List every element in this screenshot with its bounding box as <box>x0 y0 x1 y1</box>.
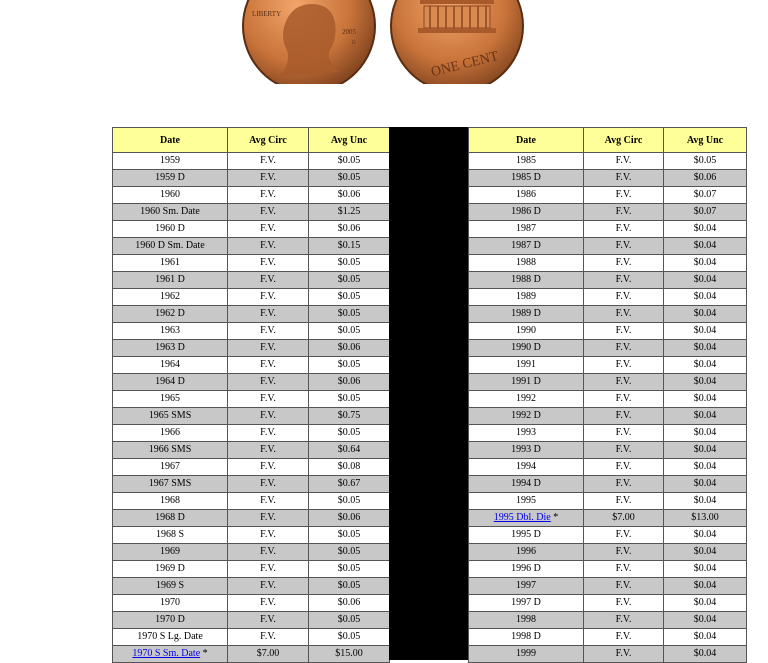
avg-circ-cell: F.V. <box>584 187 664 204</box>
date-cell: 1994 <box>469 459 584 476</box>
avg-unc-cell: $0.15 <box>309 238 390 255</box>
black-divider <box>389 127 468 660</box>
avg-circ-cell: F.V. <box>584 425 664 442</box>
date-cell: 1960 D <box>113 221 228 238</box>
table-row <box>113 272 390 289</box>
date-cell: 1988 <box>469 255 584 272</box>
obverse-mint-text: D <box>352 41 356 46</box>
avg-unc-cell: $0.04 <box>664 323 747 340</box>
column-header-date: Date <box>469 128 584 153</box>
avg-circ-cell: F.V. <box>584 561 664 578</box>
avg-unc-cell: $0.04 <box>664 425 747 442</box>
avg-circ-cell: F.V. <box>584 595 664 612</box>
avg-unc-cell: $0.06 <box>309 340 390 357</box>
avg-unc-cell: $0.04 <box>664 527 747 544</box>
avg-unc-cell: $0.04 <box>664 629 747 646</box>
avg-circ-cell: F.V. <box>228 629 309 646</box>
avg-circ-cell: F.V. <box>584 527 664 544</box>
avg-circ-cell: F.V. <box>584 306 664 323</box>
column-header-date: Date <box>113 128 228 153</box>
avg-unc-cell: $0.07 <box>664 204 747 221</box>
column-header-avg-unc: Avg Unc <box>309 128 390 153</box>
date-cell: 1995 D <box>469 527 584 544</box>
avg-unc-cell: $0.04 <box>664 476 747 493</box>
avg-unc-cell: $0.06 <box>309 221 390 238</box>
table-row <box>469 289 747 306</box>
avg-circ-cell: F.V. <box>228 612 309 629</box>
table-row <box>469 459 747 476</box>
avg-circ-cell: F.V. <box>584 408 664 425</box>
date-cell: 1993 D <box>469 442 584 459</box>
avg-unc-cell: $0.04 <box>664 306 747 323</box>
penny-images <box>240 0 530 90</box>
avg-circ-cell: $7.00 <box>584 510 664 527</box>
avg-unc-cell: $0.06 <box>309 510 390 527</box>
avg-unc-cell: $0.05 <box>309 561 390 578</box>
avg-circ-cell: F.V. <box>584 323 664 340</box>
date-cell: 1961 <box>113 255 228 272</box>
table-row <box>113 391 390 408</box>
table-row <box>469 425 747 442</box>
date-cell: 1998 <box>469 612 584 629</box>
avg-circ-cell: F.V. <box>228 476 309 493</box>
table-row <box>113 221 390 238</box>
date-cell: 1963 D <box>113 340 228 357</box>
column-header-avg-circ: Avg Circ <box>584 128 664 153</box>
avg-unc-cell: $0.05 <box>309 425 390 442</box>
avg-circ-cell: F.V. <box>228 544 309 561</box>
obverse-liberty-text: LIBERTY <box>252 10 282 18</box>
table-row <box>113 306 390 323</box>
date-cell: 1961 D <box>113 272 228 289</box>
date-cell: 1960 Sm. Date <box>113 204 228 221</box>
table-row <box>113 493 390 510</box>
avg-circ-cell: F.V. <box>584 272 664 289</box>
date-cell: 1967 SMS <box>113 476 228 493</box>
date-cell: 1969 <box>113 544 228 561</box>
date-cell: 1989 D <box>469 306 584 323</box>
avg-unc-cell: $0.05 <box>309 493 390 510</box>
date-cell: 1970 <box>113 595 228 612</box>
column-header-avg-unc: Avg Unc <box>664 128 747 153</box>
reverse-one-cent-text: ONE CENT <box>429 49 501 81</box>
avg-circ-cell: F.V. <box>228 493 309 510</box>
avg-circ-cell: F.V. <box>584 578 664 595</box>
avg-circ-cell: F.V. <box>228 374 309 391</box>
footnote-marker: * <box>550 512 559 523</box>
table-row <box>469 221 747 238</box>
avg-circ-cell: F.V. <box>228 357 309 374</box>
date-cell: 1959 D <box>113 170 228 187</box>
avg-circ-cell: F.V. <box>228 561 309 578</box>
price-table-left <box>112 127 390 663</box>
date-cell: 1987 D <box>469 238 584 255</box>
avg-unc-cell: $0.04 <box>664 238 747 255</box>
table-row <box>113 187 390 204</box>
avg-unc-cell: $0.04 <box>664 442 747 459</box>
avg-circ-cell: F.V. <box>228 306 309 323</box>
table-row <box>113 510 390 527</box>
date-cell: 1960 <box>113 187 228 204</box>
table-row <box>113 612 390 629</box>
avg-circ-cell: F.V. <box>584 544 664 561</box>
avg-circ-cell: F.V. <box>584 442 664 459</box>
avg-circ-cell: F.V. <box>584 459 664 476</box>
date-cell: 1996 D <box>469 561 584 578</box>
avg-circ-cell: F.V. <box>584 646 664 663</box>
table-row <box>469 187 747 204</box>
avg-circ-cell: F.V. <box>228 238 309 255</box>
avg-unc-cell: $0.05 <box>309 289 390 306</box>
table-row <box>113 408 390 425</box>
date-cell: 1988 D <box>469 272 584 289</box>
price-table-right <box>468 127 747 663</box>
date-cell: 1969 S <box>113 578 228 595</box>
avg-circ-cell: F.V. <box>228 425 309 442</box>
date-cell: 1968 D <box>113 510 228 527</box>
date-cell: 1964 D <box>113 374 228 391</box>
obverse-year-text: 2005 <box>342 28 356 36</box>
date-cell: 1962 D <box>113 306 228 323</box>
date-cell: 1987 <box>469 221 584 238</box>
date-cell: 1990 <box>469 323 584 340</box>
table-row <box>113 544 390 561</box>
avg-unc-cell: $0.05 <box>309 170 390 187</box>
table-row <box>469 629 747 646</box>
table-row <box>113 289 390 306</box>
table-row <box>113 425 390 442</box>
price-table-right-body <box>469 153 747 663</box>
table-row <box>469 340 747 357</box>
avg-unc-cell: $0.05 <box>309 612 390 629</box>
avg-circ-cell: F.V. <box>584 204 664 221</box>
avg-circ-cell: F.V. <box>228 442 309 459</box>
avg-unc-cell: $0.05 <box>309 323 390 340</box>
avg-unc-cell: $0.04 <box>664 612 747 629</box>
date-cell: 1998 D <box>469 629 584 646</box>
avg-circ-cell: F.V. <box>228 255 309 272</box>
table-row <box>469 544 747 561</box>
avg-circ-cell: F.V. <box>228 289 309 306</box>
date-link[interactable]: 1970 S Sm. Date <box>132 648 201 659</box>
avg-unc-cell: $0.04 <box>664 374 747 391</box>
table-row <box>469 238 747 255</box>
avg-unc-cell: $0.04 <box>664 391 747 408</box>
date-cell: 1996 <box>469 544 584 561</box>
avg-unc-cell: $0.05 <box>664 153 747 170</box>
table-row <box>469 391 747 408</box>
date-cell: 1963 <box>113 323 228 340</box>
avg-circ-cell: F.V. <box>228 221 309 238</box>
avg-unc-cell: $0.07 <box>664 187 747 204</box>
avg-circ-cell: F.V. <box>584 221 664 238</box>
table-row <box>113 153 390 170</box>
date-cell: 1969 D <box>113 561 228 578</box>
avg-unc-cell: $0.04 <box>664 340 747 357</box>
table-row <box>113 578 390 595</box>
avg-unc-cell: $0.06 <box>309 187 390 204</box>
date-cell: 1966 <box>113 425 228 442</box>
table-row <box>113 527 390 544</box>
avg-unc-cell: $0.75 <box>309 408 390 425</box>
date-cell: 1965 SMS <box>113 408 228 425</box>
avg-unc-cell: $13.00 <box>664 510 747 527</box>
table-row <box>113 357 390 374</box>
avg-circ-cell: F.V. <box>584 629 664 646</box>
date-cell: 1997 <box>469 578 584 595</box>
date-cell: 1986 <box>469 187 584 204</box>
date-cell: 1964 <box>113 357 228 374</box>
table-row <box>113 238 390 255</box>
avg-circ-cell: F.V. <box>584 289 664 306</box>
date-cell: 1992 D <box>469 408 584 425</box>
table-row <box>469 323 747 340</box>
date-cell: 1965 <box>113 391 228 408</box>
avg-unc-cell: $0.05 <box>309 391 390 408</box>
table-row <box>469 255 747 272</box>
avg-circ-cell: F.V. <box>584 493 664 510</box>
table-row <box>113 204 390 221</box>
date-cell: 1991 D <box>469 374 584 391</box>
penny-reverse-image <box>388 0 526 84</box>
table-row <box>469 306 747 323</box>
date-cell: 1986 D <box>469 204 584 221</box>
table-row <box>469 561 747 578</box>
avg-unc-cell: $0.05 <box>309 153 390 170</box>
avg-unc-cell: $1.25 <box>309 204 390 221</box>
avg-unc-cell: $0.04 <box>664 646 747 663</box>
avg-circ-cell: F.V. <box>228 391 309 408</box>
table-row <box>113 340 390 357</box>
table-row <box>113 255 390 272</box>
table-header-row <box>469 128 747 153</box>
avg-unc-cell: $0.05 <box>309 544 390 561</box>
date-cell: 1991 <box>469 357 584 374</box>
date-cell: 1968 <box>113 493 228 510</box>
table-row <box>113 442 390 459</box>
date-cell: 1970 D <box>113 612 228 629</box>
avg-unc-cell: $0.04 <box>664 595 747 612</box>
table-row <box>469 374 747 391</box>
avg-unc-cell: $0.04 <box>664 561 747 578</box>
avg-unc-cell: $0.04 <box>664 408 747 425</box>
avg-unc-cell: $0.04 <box>664 459 747 476</box>
avg-circ-cell: F.V. <box>228 510 309 527</box>
table-row <box>113 476 390 493</box>
penny-obverse-image <box>240 0 378 84</box>
date-cell: 1997 D <box>469 595 584 612</box>
avg-circ-cell: F.V. <box>584 374 664 391</box>
avg-unc-cell: $0.05 <box>309 578 390 595</box>
table-row <box>469 170 747 187</box>
date-cell: 1990 D <box>469 340 584 357</box>
avg-unc-cell: $15.00 <box>309 646 390 663</box>
avg-circ-cell: F.V. <box>228 578 309 595</box>
table-row <box>113 459 390 476</box>
date-cell: 1999 <box>469 646 584 663</box>
table-row <box>469 408 747 425</box>
avg-circ-cell: $7.00 <box>228 646 309 663</box>
avg-unc-cell: $0.05 <box>309 357 390 374</box>
date-cell: 1985 <box>469 153 584 170</box>
table-header-row <box>113 128 390 153</box>
date-cell: 1959 <box>113 153 228 170</box>
avg-circ-cell: F.V. <box>228 340 309 357</box>
table-row <box>469 595 747 612</box>
table-row <box>469 357 747 374</box>
table-row <box>113 561 390 578</box>
table-row <box>469 527 747 544</box>
avg-circ-cell: F.V. <box>584 170 664 187</box>
table-row <box>469 272 747 289</box>
avg-unc-cell: $0.05 <box>309 306 390 323</box>
table-row <box>469 578 747 595</box>
date-cell: 1985 D <box>469 170 584 187</box>
avg-circ-cell: F.V. <box>228 204 309 221</box>
avg-circ-cell: F.V. <box>584 391 664 408</box>
avg-circ-cell: F.V. <box>228 187 309 204</box>
date-cell: 1992 <box>469 391 584 408</box>
avg-circ-cell: F.V. <box>584 357 664 374</box>
avg-unc-cell: $0.05 <box>309 255 390 272</box>
avg-circ-cell: F.V. <box>584 255 664 272</box>
avg-unc-cell: $0.64 <box>309 442 390 459</box>
avg-unc-cell: $0.06 <box>664 170 747 187</box>
avg-unc-cell: $0.06 <box>309 374 390 391</box>
table-row <box>113 323 390 340</box>
date-cell: 1968 S <box>113 527 228 544</box>
avg-circ-cell: F.V. <box>228 153 309 170</box>
date-cell: 1995 <box>469 493 584 510</box>
column-header-avg-circ: Avg Circ <box>228 128 309 153</box>
footnote-marker: * <box>200 648 208 659</box>
date-cell: 1960 D Sm. Date <box>113 238 228 255</box>
avg-unc-cell: $0.05 <box>309 629 390 646</box>
table-row <box>469 476 747 493</box>
date-link[interactable]: 1995 Dbl. Die <box>493 512 551 523</box>
avg-unc-cell: $0.06 <box>309 595 390 612</box>
avg-circ-cell: F.V. <box>584 238 664 255</box>
table-row <box>469 153 747 170</box>
date-cell <box>469 510 584 527</box>
price-table-left-body <box>113 153 390 663</box>
avg-circ-cell: F.V. <box>228 527 309 544</box>
date-cell: 1993 <box>469 425 584 442</box>
table-row <box>113 595 390 612</box>
avg-circ-cell: F.V. <box>584 340 664 357</box>
avg-unc-cell: $0.04 <box>664 357 747 374</box>
avg-unc-cell: $0.04 <box>664 493 747 510</box>
avg-unc-cell: $0.04 <box>664 289 747 306</box>
avg-unc-cell: $0.05 <box>309 272 390 289</box>
table-row <box>469 204 747 221</box>
date-cell: 1994 D <box>469 476 584 493</box>
avg-unc-cell: $0.04 <box>664 272 747 289</box>
table-row <box>113 629 390 646</box>
date-cell: 1970 S Lg. Date <box>113 629 228 646</box>
avg-unc-cell: $0.04 <box>664 544 747 561</box>
table-row <box>469 442 747 459</box>
date-cell: 1967 <box>113 459 228 476</box>
table-row <box>469 612 747 629</box>
date-cell: 1966 SMS <box>113 442 228 459</box>
table-row <box>113 170 390 187</box>
avg-unc-cell: $0.08 <box>309 459 390 476</box>
avg-unc-cell: $0.67 <box>309 476 390 493</box>
avg-circ-cell: F.V. <box>584 476 664 493</box>
avg-circ-cell: F.V. <box>584 153 664 170</box>
table-row <box>469 510 747 527</box>
avg-circ-cell: F.V. <box>228 272 309 289</box>
avg-circ-cell: F.V. <box>228 323 309 340</box>
avg-circ-cell: F.V. <box>584 612 664 629</box>
avg-circ-cell: F.V. <box>228 408 309 425</box>
avg-circ-cell: F.V. <box>228 595 309 612</box>
date-cell: 1989 <box>469 289 584 306</box>
avg-unc-cell: $0.04 <box>664 255 747 272</box>
avg-unc-cell: $0.04 <box>664 578 747 595</box>
date-cell: 1962 <box>113 289 228 306</box>
table-row <box>113 374 390 391</box>
table-row <box>469 493 747 510</box>
avg-circ-cell: F.V. <box>228 459 309 476</box>
avg-circ-cell: F.V. <box>228 170 309 187</box>
avg-unc-cell: $0.04 <box>664 221 747 238</box>
avg-unc-cell: $0.05 <box>309 527 390 544</box>
